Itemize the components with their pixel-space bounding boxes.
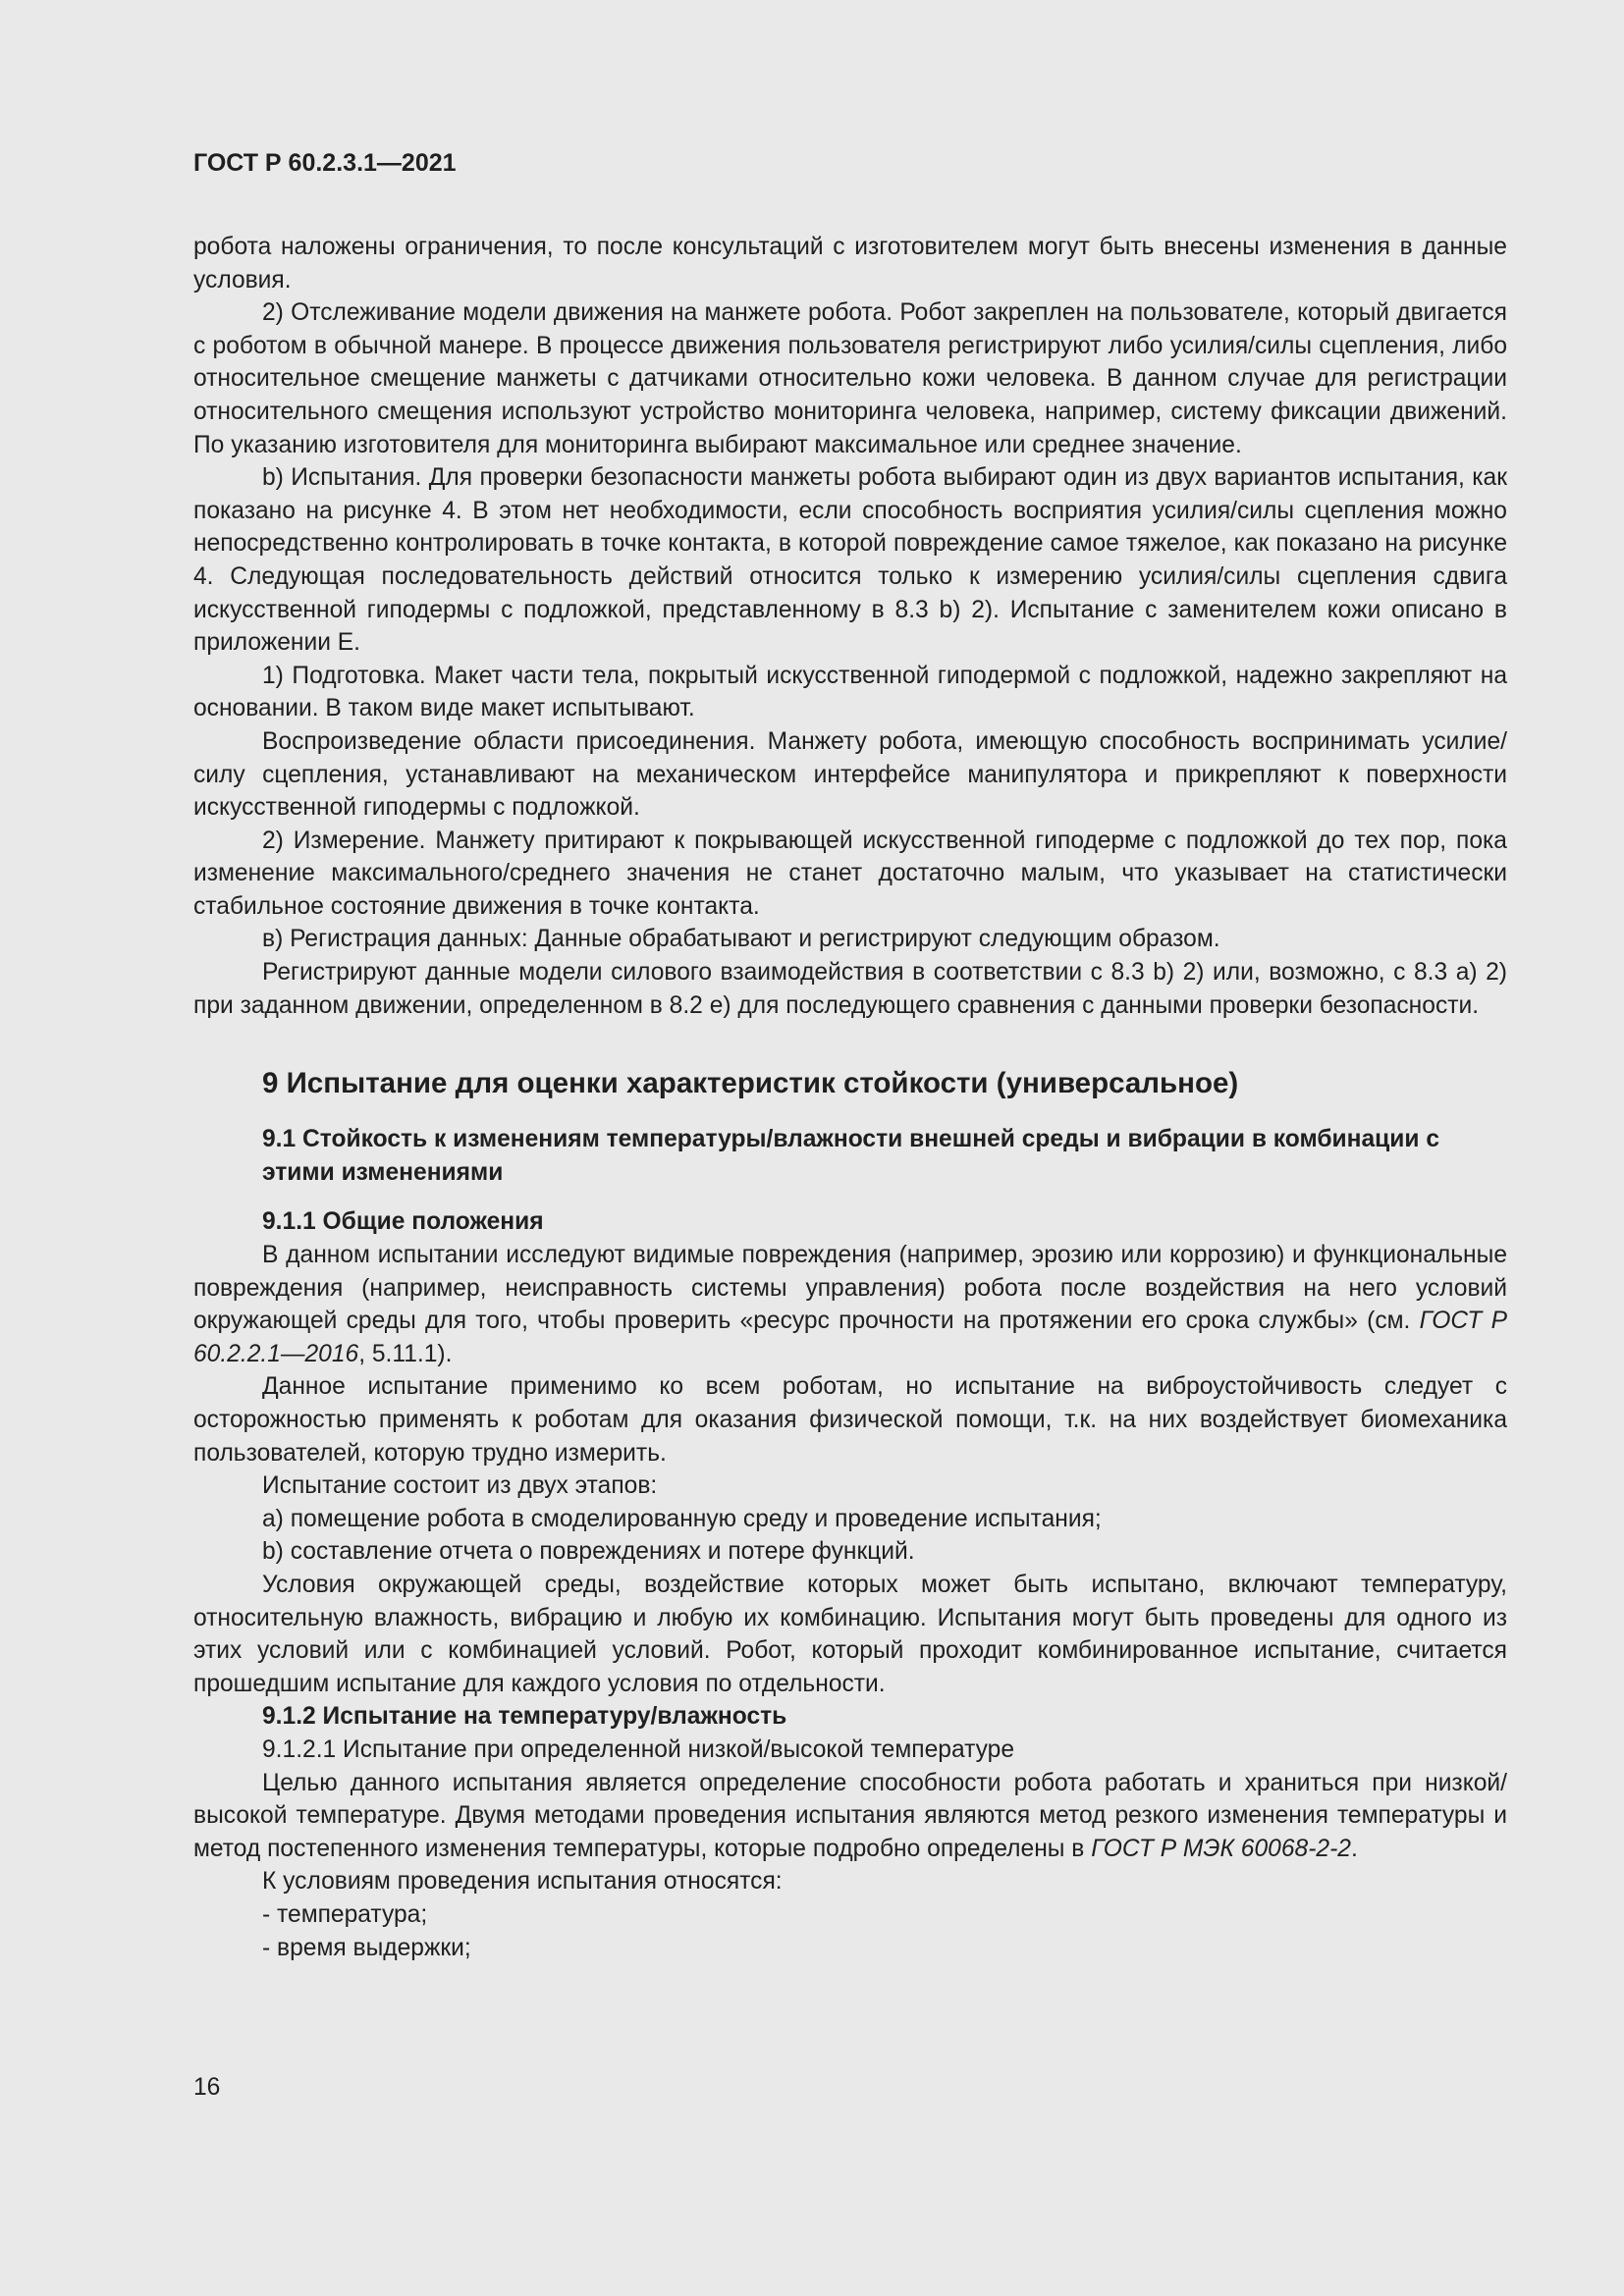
list-item-stage-b: b) составление отчета о повреждениях и потере функций. bbox=[262, 1538, 915, 1566]
document-page bbox=[193, 147, 1507, 1964]
standard-reference: ГОСТ Р МЭК 60068-2-2 bbox=[1091, 1835, 1351, 1862]
paragraph-general-1 bbox=[193, 1239, 1507, 1370]
section-9-heading: 9 Испытание для оценки характеристик стойкости (универсальное) bbox=[262, 1067, 1239, 1100]
paragraph-general-1-text: В данном испытании исследуют видимые повреждения (например, эрозию или коррозию) и функциональные повреждения (например, неисправность системы управления) робота после воздействия на него условий окружающей среды для того, чтобы проверить «ресурс прочности на протяжении его срока службы» (см. bbox=[193, 1242, 1507, 1335]
paragraph-data-recording: в) Регистрация данных: Данные обрабатывают и регистрируют следующим образом. bbox=[262, 926, 1220, 953]
section-9-1-2-heading: 9.1.2 Испытание на температуру/влажность bbox=[262, 1703, 787, 1731]
paragraph-temperature bbox=[193, 1767, 1507, 1866]
section-9-1-2-1-heading: 9.1.2.1 Испытание при определенной низкой/высокой температуре bbox=[262, 1735, 1014, 1763]
paragraph-register: Регистрируют данные модели силового взаимодействия в соответствии с 8.3 b) 2) или, возможно, с 8.3 а) 2) при заданном движении, определенном в 8.2 е) для последующего сравнения с данными проверки безопасности. bbox=[193, 959, 1507, 1019]
list-item-stage-a: а) помещение робота в смоделированную среду и проведение испытания; bbox=[262, 1505, 1102, 1532]
paragraph-applicability: Данное испытание применимо ко всем роботам, но испытание на виброустойчивость следует с осторожностью применять к роботам для оказания физической помощи, т.к. на них воздействует биомеханика пользователей, которую трудно измерить. bbox=[193, 1373, 1507, 1467]
paragraph-tests: b) Испытания. Для проверки безопасности манжеты робота выбирают один из двух вариантов испытания, как показано на рисунке 4. В этом нет необходимости, если способность восприятия усилия/силы сцепления можно непосредственно контролировать в точке контакта, в которой повреждение самое тяжелое, как показано на рисунке 4. Следующая последовательность действий относится только к измерению усилия/силы сцепления сдвига искусственной гиподермы с подложкой, представленному в 8.3 b) 2). Испытание с заменителем кожи описано в приложении Е. bbox=[193, 464, 1507, 657]
section-9-1-1-heading: 9.1.1 Общие положения bbox=[262, 1208, 544, 1236]
paragraph-measurement: 2) Измерение. Манжету притирают к покрывающей искусственной гиподерме с подложкой до тех пор, пока изменение максимального/среднего значения не станет достаточно малым, что указывает на статистически стабильное состояние движения в точке контакта. bbox=[193, 827, 1507, 920]
paragraph-general-1-tail: , 5.11.1). bbox=[358, 1340, 453, 1367]
paragraph-motion-tracking: 2) Отслеживание модели движения на манжете робота. Робот закреплен на пользователе, который двигается с роботом в обычной манере. В процессе движения пользователя регистрируют либо усилия/силы сцепления, либо относительное смещение манжеты с датчиками относительно кожи человека. В данном случае для регистрации относительного смещения используют устройство мониторинга человека, например, систему фиксации движений. По указанию изготовителя для мониторинга выбирают максимальное или среднее значение. bbox=[193, 299, 1507, 458]
paragraph-test-conditions: К условиям проведения испытания относятся: bbox=[262, 1868, 783, 1896]
list-item-temperature: - температура; bbox=[262, 1900, 428, 1928]
paragraph-preparation: 1) Подготовка. Макет части тела, покрытый искусственной гиподермой с подложкой, надежно закрепляют на основании. В таком виде макет испытывают. bbox=[193, 662, 1507, 722]
paragraph-stages-intro: Испытание состоит из двух этапов: bbox=[262, 1472, 658, 1500]
page-number: 16 bbox=[193, 2074, 221, 2101]
paragraph-attachment: Воспроизведение области присоединения. Манжету робота, имеющую способность воспринимать усилие/силу сцепления, устанавливают на механическом интерфейсе манипулятора и прикрепляют к поверхности искусственной гиподермы с подложкой. bbox=[193, 727, 1507, 822]
standard-reference: ГОСТ Р 60.2.2.1—2016 bbox=[193, 1308, 1507, 1367]
paragraph-temperature-tail: . bbox=[1350, 1835, 1358, 1862]
section-9-1-heading: 9.1 Стойкость к изменениям температуры/влажности внешней среды и вибрации в комбинации с этими изменениями bbox=[262, 1126, 1440, 1186]
paragraph-temperature-text: Целью данного испытания является определение способности робота работать и храниться при низкой/высокой температуре. Двумя методами проведения испытания являются метод резкого изменения температуры и метод постепенного изменения температуры, которые подробно определены в bbox=[193, 1769, 1507, 1862]
list-item-exposure-time: - время выдержки; bbox=[262, 1934, 471, 1961]
paragraph-continuation: робота наложены ограничения, то после консультаций с изготовителем могут быть внесены изменения в данные условия. bbox=[193, 234, 1507, 294]
document-header: ГОСТ Р 60.2.3.1—2021 bbox=[193, 149, 457, 177]
paragraph-conditions: Условия окружающей среды, воздействие которых может быть испытано, включают температуру, относительную влажность, вибрацию и любую их комбинацию. Испытания могут быть проведены для одного из этих условий или с комбинацией условий. Робот, который проходит комбинированное испытание, считается прошедшим испытание для каждого условия по отдельности. bbox=[193, 1571, 1507, 1697]
